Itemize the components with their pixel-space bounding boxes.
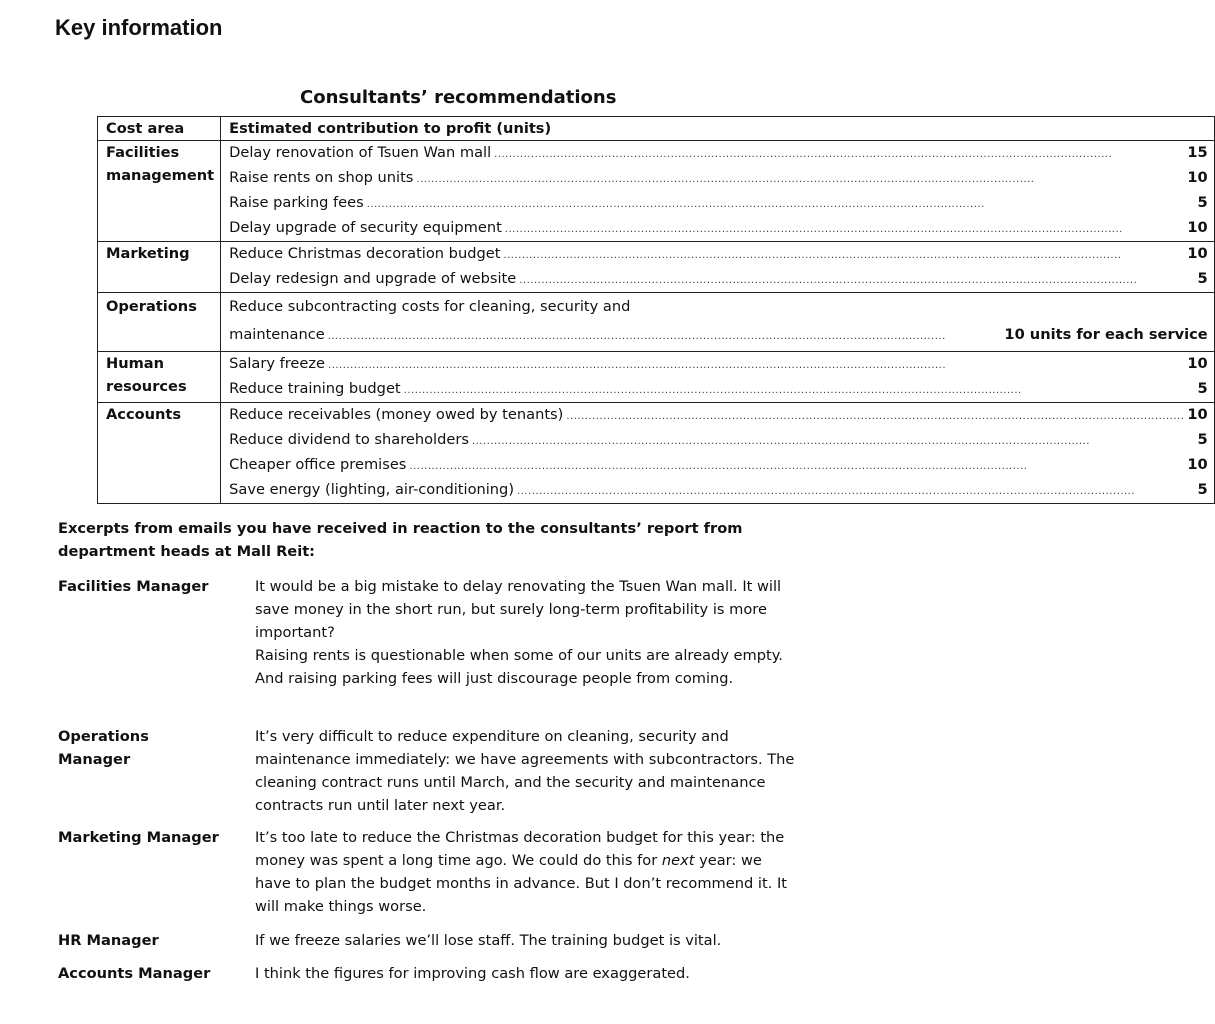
email-paragraph: It would be a big mistake to delay renovating the Tsuen Wan mall. It will save money in the short run, but surely long-term profitability is more important? — [255, 578, 782, 641]
items-cell — [221, 293, 1215, 352]
item-line — [229, 453, 1208, 478]
item-value: 10 — [1187, 245, 1208, 262]
item-value: 10 — [1187, 355, 1208, 372]
leader-dots — [404, 377, 1195, 402]
table-header-row — [98, 117, 1215, 141]
item-label: maintenance — [229, 326, 325, 343]
item-line — [229, 267, 1208, 292]
email-paragraph — [255, 826, 795, 918]
item-value: 10 units for each service — [1004, 326, 1208, 343]
item-line — [229, 352, 1208, 377]
email-emphasis: next — [661, 852, 695, 869]
cost-area-cell: Facilities management — [98, 141, 221, 242]
table-row — [98, 242, 1215, 293]
leader-dots — [503, 242, 1184, 267]
email-text — [255, 929, 795, 952]
email-paragraph: If we freeze salaries we’ll lose staff. The training budget is vital. — [255, 932, 722, 949]
item-label: Reduce Christmas decoration budget — [229, 245, 501, 262]
email-sender: HR Manager — [58, 932, 159, 949]
item-label: Salary freeze — [229, 355, 326, 372]
item-label: Raise rents on shop units — [229, 169, 414, 186]
item-label: Delay upgrade of security equipment — [229, 219, 502, 236]
cost-area-cell: Accounts — [98, 403, 221, 504]
item-line — [229, 216, 1208, 241]
leader-dots — [367, 191, 1195, 216]
item-value: 10 — [1187, 406, 1208, 423]
items-cell — [221, 352, 1215, 403]
header-cost-area: Cost area — [98, 117, 221, 141]
item-value: 5 — [1197, 431, 1208, 448]
item-value: 15 — [1187, 144, 1208, 161]
item-label: Reduce receivables (money owed by tenants) — [229, 406, 564, 423]
items-cell — [221, 141, 1215, 242]
email-text — [255, 962, 795, 985]
page-title: Key information — [55, 15, 223, 40]
items-cell — [221, 403, 1215, 504]
table-title: Consultants’ recommendations — [300, 87, 617, 108]
item-line — [229, 478, 1208, 503]
item-line — [229, 377, 1208, 402]
leader-dots — [519, 267, 1194, 292]
leader-dots — [328, 321, 1002, 351]
item-label: Cheaper office premises — [229, 456, 407, 473]
item-value: 10 — [1187, 169, 1208, 186]
item-value: 10 — [1187, 219, 1208, 236]
recommendations-table — [97, 116, 1215, 504]
item-value: 5 — [1197, 270, 1208, 287]
item-line — [229, 166, 1208, 191]
email-text — [255, 725, 795, 817]
table-row — [98, 352, 1215, 403]
header-contribution: Estimated contribution to profit (units) — [221, 117, 1215, 141]
cost-area-cell: Operations — [98, 293, 221, 352]
leader-dots — [328, 352, 1184, 377]
item-line — [229, 242, 1208, 267]
item-value: 5 — [1197, 194, 1208, 211]
item-label: Reduce training budget — [229, 380, 401, 397]
item-line — [229, 403, 1208, 428]
item-label: Raise parking fees — [229, 194, 364, 211]
email-text-part: It’s too late to reduce the Christmas decoration budget for this year: the money was spent a long time ago. We could do this for — [255, 829, 785, 869]
item-label: Reduce subcontracting costs for cleaning, security and — [229, 298, 631, 315]
item-value: 10 — [1187, 456, 1208, 473]
item-value: 5 — [1197, 380, 1208, 397]
item-label: Delay renovation of Tsuen Wan mall — [229, 144, 492, 161]
leader-dots — [505, 216, 1185, 241]
table-row — [98, 293, 1215, 352]
item-line — [229, 293, 1208, 321]
leader-dots — [494, 141, 1184, 166]
item-line — [229, 428, 1208, 453]
email-paragraph: I think the figures for improving cash flow are exaggerated. — [255, 965, 690, 982]
item-line — [229, 321, 1208, 351]
table-row — [98, 141, 1215, 242]
items-cell — [221, 242, 1215, 293]
leader-dots — [566, 403, 1184, 428]
emails-heading: Excerpts from emails you have received in reaction to the consultants’ report from department heads at Mall Reit: — [58, 520, 743, 560]
email-paragraph: Raising rents is questionable when some of our units are already empty. And raising parking fees will just discourage people from coming. — [255, 647, 783, 687]
email-text-part: year: we have to plan the budget months in advance. But I don’t recommend it. It will make things worse. — [255, 852, 787, 915]
item-label: Delay redesign and upgrade of website — [229, 270, 517, 287]
leader-dots — [409, 453, 1184, 478]
email-sender: Facilities Manager — [58, 578, 209, 595]
leader-dots — [472, 428, 1195, 453]
item-value: 5 — [1197, 481, 1208, 498]
cost-area-cell: Marketing — [98, 242, 221, 293]
leader-dots — [416, 166, 1184, 191]
email-sender: Operations Manager — [58, 728, 149, 768]
item-line — [229, 141, 1208, 166]
table-row — [98, 403, 1215, 504]
item-line — [229, 191, 1208, 216]
email-text — [255, 826, 795, 918]
email-paragraph: It’s very difficult to reduce expenditure on cleaning, security and maintenance immediately: we have agreements with subcontractors. The cleaning contract runs until March, and the security and maintenance contracts run until later next year. — [255, 728, 795, 814]
item-label: Reduce dividend to shareholders — [229, 431, 469, 448]
cost-area-cell: Human resources — [98, 352, 221, 403]
leader-dots — [517, 478, 1195, 503]
email-text — [255, 575, 795, 690]
item-label: Save energy (lighting, air-conditioning) — [229, 481, 515, 498]
email-sender: Marketing Manager — [58, 829, 219, 846]
email-sender: Accounts Manager — [58, 965, 211, 982]
